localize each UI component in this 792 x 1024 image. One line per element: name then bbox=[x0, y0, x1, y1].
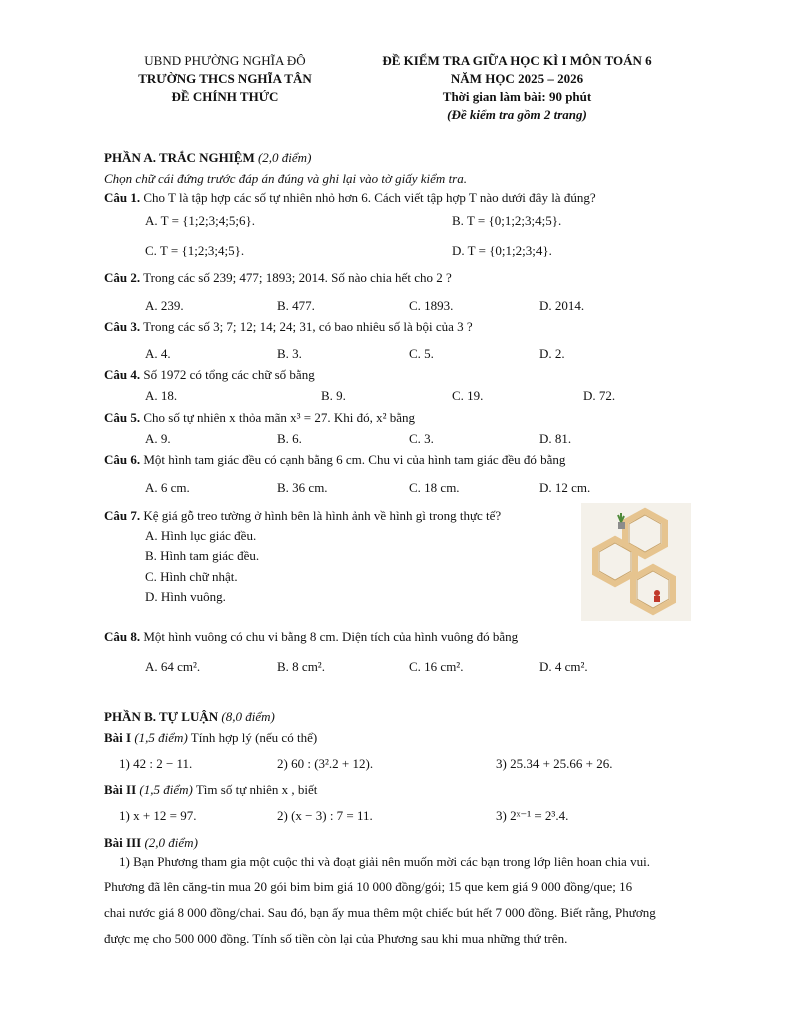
question-6 bbox=[104, 452, 565, 468]
b3-line-4: được mẹ cho 500 000 đồng. Tính số tiền còn lại của Phương sau khi mua những thứ trên. bbox=[104, 931, 568, 946]
q3-option-a: A. 4. bbox=[145, 346, 171, 361]
hexagon-shelf-image bbox=[581, 503, 691, 621]
q8-option-b: B. 8 cm². bbox=[277, 659, 325, 674]
q4-text: Số 1972 có tổng các chữ số bằng bbox=[143, 367, 315, 382]
header-ward: UBND PHƯỜNG NGHĨA ĐÔ bbox=[144, 53, 306, 68]
part-b-heading bbox=[104, 709, 275, 725]
part-b-points: (8,0 điểm) bbox=[221, 709, 275, 724]
q3-option-b: B. 3. bbox=[277, 346, 302, 361]
q4-option-a: A. 18. bbox=[145, 388, 178, 403]
question-3 bbox=[104, 319, 473, 335]
q7-option-a: A. Hình lục giác đều. bbox=[145, 528, 257, 543]
q7-option-b: B. Hình tam giác đều. bbox=[145, 548, 260, 563]
b2-label: Bài II bbox=[104, 782, 137, 797]
b2-item-2: 2) (x − 3) : 7 = 11. bbox=[277, 808, 373, 823]
q1-option-b: B. T = {0;1;2;3;4;5}. bbox=[452, 213, 562, 228]
q2-text: Trong các số 239; 477; 1893; 2014. Số nào chia hết cho 2 ? bbox=[143, 270, 452, 285]
q7-option-c: C. Hình chữ nhật. bbox=[145, 569, 238, 584]
part-a-points: (2,0 điểm) bbox=[257, 150, 312, 165]
question-4 bbox=[104, 367, 315, 383]
question-2 bbox=[104, 270, 452, 286]
question-5 bbox=[104, 410, 415, 426]
q2-option-d: D. 2014. bbox=[539, 298, 585, 313]
q4-option-d: D. 72. bbox=[583, 388, 616, 403]
duration: Thời gian làm bài: 90 phút bbox=[442, 89, 592, 104]
q3-label: Câu 3. bbox=[104, 319, 141, 334]
q5-label: Câu 5. bbox=[104, 410, 141, 425]
b1-text: Tính hợp lý (nếu có thể) bbox=[190, 730, 318, 745]
q6-option-a: A. 6 cm. bbox=[145, 480, 190, 495]
q1-label: Câu 1. bbox=[104, 190, 141, 205]
q2-label: Câu 2. bbox=[104, 270, 141, 285]
q2-option-a: A. 239. bbox=[145, 298, 184, 313]
b3-line-3: chai nước giá 8 000 đồng/chai. Sau đó, bạn ấy mua thêm một chiếc bút hết 7 000 đồng. Biết rằng, Phương bbox=[104, 905, 656, 920]
b1-points: (1,5 điểm) bbox=[134, 730, 188, 745]
q1-text: Cho T là tập hợp các số tự nhiên nhỏ hơn 6. Cách viết tập hợp T nào dưới đây là đúng? bbox=[143, 190, 596, 205]
b3-label: Bài III bbox=[104, 835, 142, 850]
q5-option-c: C. 3. bbox=[409, 431, 434, 446]
question-8 bbox=[104, 629, 518, 645]
q1-option-c: C. T = {1;2;3;4;5}. bbox=[145, 243, 245, 258]
toy-figure-icon bbox=[654, 590, 660, 602]
q4-option-b: B. 9. bbox=[321, 388, 346, 403]
b3-points: (2,0 điểm) bbox=[144, 835, 198, 850]
q8-text: Một hình vuông có chu vi bằng 8 cm. Diện tích của hình vuông đó bằng bbox=[143, 629, 519, 644]
b3-line-2: Phương đã lên căng-tin mua 20 gói bim bim giá 10 000 đồng/gói; 15 que kem giá 9 000 đồng/que; 16 bbox=[104, 879, 633, 894]
exercise-2 bbox=[104, 782, 317, 798]
part-a-instruction: Chọn chữ cái đứng trước đáp án đúng và ghi lại vào tờ giấy kiểm tra. bbox=[104, 171, 467, 186]
exercise-3 bbox=[104, 835, 198, 851]
q8-option-c: C. 16 cm². bbox=[409, 659, 464, 674]
q3-option-d: D. 2. bbox=[539, 346, 565, 361]
header-right bbox=[352, 52, 682, 124]
page-count: (Đề kiểm tra gồm 2 trang) bbox=[447, 107, 587, 122]
q2-option-c: C. 1893. bbox=[409, 298, 454, 313]
q7-text: Kệ giá gỗ treo tường ở hình bên là hình ảnh về hình gì trong thực tế? bbox=[143, 508, 502, 523]
b1-label: Bài I bbox=[104, 730, 132, 745]
b1-item-1: 1) 42 : 2 − 11. bbox=[119, 756, 193, 771]
q4-option-c: C. 19. bbox=[452, 388, 484, 403]
question-7 bbox=[104, 508, 501, 524]
header-official: ĐỀ CHÍNH THỨC bbox=[171, 89, 279, 104]
q1-option-d: D. T = {0;1;2;3;4}. bbox=[452, 243, 552, 258]
q3-option-c: C. 5. bbox=[409, 346, 434, 361]
header-school: TRƯỜNG THCS NGHĨA TÂN bbox=[138, 71, 312, 86]
q1-option-a: A. T = {1;2;3;4;5;6}. bbox=[145, 213, 255, 228]
part-a-heading bbox=[104, 150, 311, 166]
q2-option-b: B. 477. bbox=[277, 298, 315, 313]
q5-option-d: D. 81. bbox=[539, 431, 572, 446]
q6-option-d: D. 12 cm. bbox=[539, 480, 591, 495]
q7-option-d: D. Hình vuông. bbox=[145, 589, 226, 604]
q3-text: Trong các số 3; 7; 12; 14; 24; 31, có bao nhiêu số là bội của 3 ? bbox=[143, 319, 473, 334]
q5-option-a: A. 9. bbox=[145, 431, 171, 446]
q6-option-c: C. 18 cm. bbox=[409, 480, 460, 495]
q5-option-b: B. 6. bbox=[277, 431, 302, 446]
q4-label: Câu 4. bbox=[104, 367, 141, 382]
q6-label: Câu 6. bbox=[104, 452, 141, 467]
school-year: NĂM HỌC 2025 – 2026 bbox=[450, 71, 584, 86]
part-a-title: PHẦN A. TRẮC NGHIỆM bbox=[104, 150, 255, 165]
q6-text: Một hình tam giác đều có cạnh bằng 6 cm. Chu vi của hình tam giác đều đó bằng bbox=[143, 452, 566, 467]
b1-item-2: 2) 60 : (3².2 + 12). bbox=[277, 756, 374, 771]
b1-item-3: 3) 25.34 + 25.66 + 26. bbox=[496, 756, 613, 771]
exam-title: ĐỀ KIỂM TRA GIỮA HỌC KÌ I MÔN TOÁN 6 bbox=[382, 53, 652, 68]
question-1 bbox=[104, 190, 596, 206]
q8-option-a: A. 64 cm². bbox=[145, 659, 201, 674]
q8-option-d: D. 4 cm². bbox=[539, 659, 588, 674]
b2-item-3: 3) 2ˣ⁻¹ = 2³.4. bbox=[496, 808, 569, 823]
b2-points: (1,5 điểm) bbox=[139, 782, 193, 797]
b2-item-1: 1) x + 12 = 97. bbox=[119, 808, 197, 823]
q6-option-b: B. 36 cm. bbox=[277, 480, 328, 495]
q5-text: Cho số tự nhiên x thỏa mãn x³ = 27. Khi đó, x² bằng bbox=[143, 410, 416, 425]
q7-label: Câu 7. bbox=[104, 508, 141, 523]
b3-line-1: 1) Bạn Phương tham gia một cuộc thi và đoạt giải nên muốn mời các bạn trong lớp liên hoan chia vui. bbox=[119, 854, 650, 869]
header-left bbox=[100, 52, 350, 106]
exercise-1 bbox=[104, 730, 317, 746]
part-b-title: PHẦN B. TỰ LUẬN bbox=[104, 709, 219, 724]
b2-text: Tìm số tự nhiên x , biết bbox=[195, 782, 318, 797]
q8-label: Câu 8. bbox=[104, 629, 141, 644]
